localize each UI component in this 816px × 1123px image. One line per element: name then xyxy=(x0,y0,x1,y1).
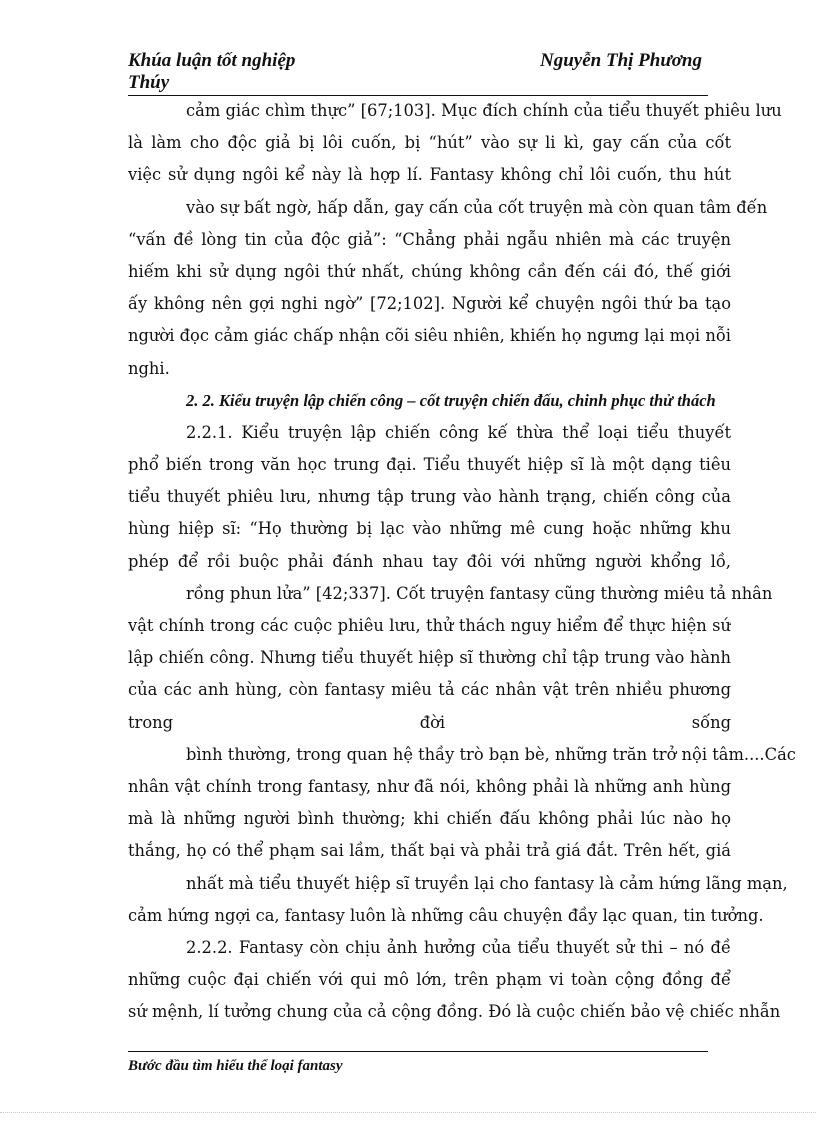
text-line: phép để rồi buộc phải đánh nhau tay đôi với những người khổng lồ, xyxy=(128,551,731,571)
text-line: mà là những người bình thường; khi chiến đấu không phải lúc nào họ xyxy=(128,809,731,829)
text-line: vật chính trong các cuộc phiêu lưu, thử thách nguy hiểm để thực hiện sứ xyxy=(128,616,731,635)
header-author-name: Nguyễn Thị Phương xyxy=(540,50,702,71)
footer-divider xyxy=(128,1051,708,1052)
text-line: thắng, họ có thể phạm sai lầm, thất bại và phải trả giá đắt. Trên hết, giá xyxy=(128,841,731,861)
text-line: sứ mệnh, lí tưởng chung của cả cộng đồng. Đó là cuộc chiến bảo vệ chiếc nhẫn xyxy=(128,1002,781,1022)
section-heading: 2. 2. Kiểu truyện lập chiến công – cốt truyện chiến đấu, chinh phục thử thách xyxy=(186,390,716,410)
text-line: cảm giác chìm thực” [67;103]. Mục đích chính của tiểu thuyết phiêu lưu xyxy=(186,101,782,120)
text-line: là làm cho độc giả bị lôi cuốn, bị “hút” vào sự li kì, gay cấn của cốt xyxy=(128,133,731,153)
text-line: vào sự bất ngờ, hấp dẫn, gay cấn của cốt truyện mà còn quan tâm đến xyxy=(186,197,768,217)
text-line: người đọc cảm giác chấp nhận cõi siêu nhiên, khiến họ ngưng lại mọi nỗi xyxy=(128,326,731,346)
text-line: nghi. xyxy=(128,358,170,378)
text-line: hùng hiệp sĩ: “Họ thường bị lạc vào những mê cung hoặc những khu xyxy=(128,519,731,539)
text-line: của các anh hùng, còn fantasy miêu tả các nhân vật trên nhiều phương xyxy=(128,680,731,700)
text-line: cảm hứng ngợi ca, fantasy luôn là những câu chuyện đầy lạc quan, tin tưởng. xyxy=(128,905,764,925)
header-thesis-title: Khúa luận tốt nghiệp Thúy xyxy=(128,50,296,93)
text-line: những cuộc đại chiến với qui mô lớn, trên phạm vi toàn cộng đồng để xyxy=(128,970,731,990)
text-line: trong đời sống xyxy=(128,712,731,732)
text-line: nhất mà tiểu thuyết hiệp sĩ truyền lại cho fantasy là cảm hứng lãng mạn, xyxy=(186,873,788,893)
body-text xyxy=(128,95,796,1028)
text-line: rồng phun lửa” [42;337]. Cốt truyện fantasy cũng thường miêu tả nhân xyxy=(186,583,773,603)
text-line: “vấn đề lòng tin của độc giả”: “Chẳng phải ngẫu nhiên mà các truyện xyxy=(128,229,731,249)
text-line: tiểu thuyết phiêu lưu, nhưng tập trung vào hành trạng, chiến công của xyxy=(128,487,731,507)
text-line: ấy không nên gợi nghi ngờ” [72;102]. Người kể chuyện ngôi thứ ba tạo xyxy=(128,294,731,314)
text-line: lập chiến công. Nhưng tiểu thuyết hiệp sĩ thường chỉ tập trung vào hành xyxy=(128,648,731,668)
text-line: hiếm khi sử dụng ngôi thứ nhất, chúng không cần đến cái đó, thế giới xyxy=(128,261,731,281)
text-line: việc sử dụng ngôi kể này là hợp lí. Fantasy không chỉ lôi cuốn, thu hút xyxy=(128,165,731,185)
text-line: 2.2.1. Kiểu truyện lập chiến công kế thừa thể loại tiểu thuyết xyxy=(186,422,731,442)
text-line: 2.2.2. Fantasy còn chịu ảnh hưởng của tiểu thuyết sử thi – nó đề xyxy=(186,937,731,957)
text-line: nhân vật chính trong fantasy, như đã nói, không phải là những anh hùng xyxy=(128,776,731,796)
text-line: bình thường, trong quan hệ thầy trò bạn bè, những trăn trở nội tâm....Các xyxy=(186,744,796,764)
page-boundary xyxy=(0,1112,816,1113)
text-line: phổ biến trong văn học trung đại. Tiểu thuyết hiệp sĩ là một dạng tiêu xyxy=(128,455,731,475)
page-footer: Bước đầu tìm hiểu thể loại fantasy xyxy=(128,1058,343,1074)
